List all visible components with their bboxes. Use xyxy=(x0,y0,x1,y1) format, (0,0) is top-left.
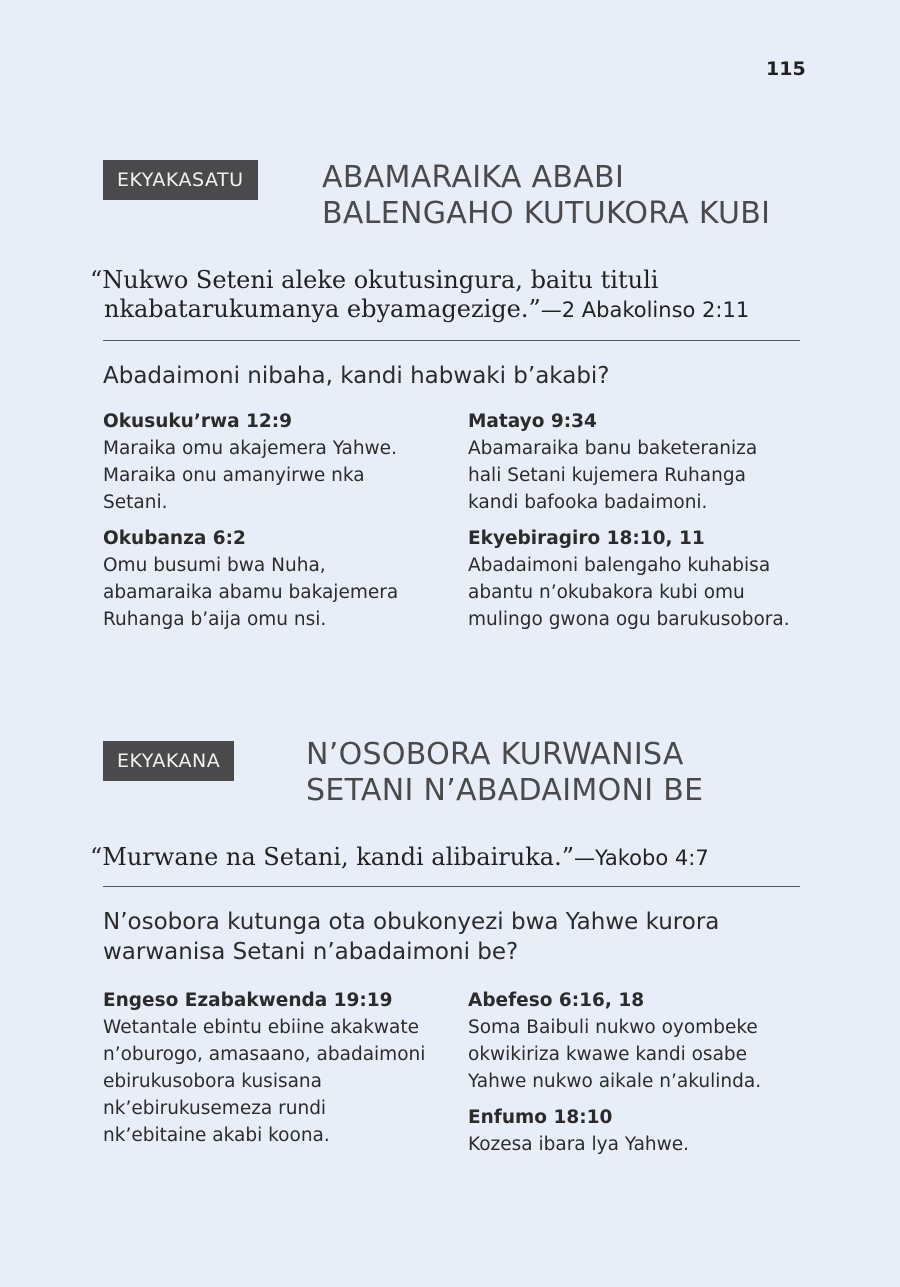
scripture-reference: Okubanza 6:2 xyxy=(103,528,246,549)
title-line: SETANI N’ABADAIMONI BE xyxy=(306,773,704,808)
scripture-reference: Ekyebiragiro 18:10, 11 xyxy=(468,528,705,549)
right-column xyxy=(468,408,808,642)
scripture-summary: Wetantale ebintu ebiine akakwate n’oburogo, amasaano, abadaimoni ebirukusobora kusisana nk’ebirukusemeza rundi nk’ebitaine akabi koona. xyxy=(103,1017,426,1146)
right-column xyxy=(468,987,808,1167)
divider xyxy=(103,886,800,887)
question-line: warwanisa Setani n’abadaimoni be? xyxy=(103,939,519,965)
section-badge: EKYAKANA xyxy=(103,741,234,781)
section-badge: EKYAKASATU xyxy=(103,160,258,200)
scripture-reference: Matayo 9:34 xyxy=(468,411,597,432)
section-question: Abadaimoni nibaha, kandi habwaki b’akabi? xyxy=(103,363,610,389)
title-line: N’OSOBORA KURWANISA xyxy=(306,737,684,772)
scripture-reference: Okusuku’rwa 12:9 xyxy=(103,411,293,432)
scripture-quote xyxy=(90,266,749,325)
scripture-reference: Abefeso 6:16, 18 xyxy=(468,990,645,1011)
scripture-summary: Maraika omu akajemera Yahwe. Maraika onu amanyirwe nka Setani. xyxy=(103,438,397,513)
quote-reference: —2 Abakolinso 2:11 xyxy=(540,298,750,322)
quote-text: “Nukwo Seteni aleke okutusingura, baitu tituli xyxy=(90,266,659,294)
question-line: N’osobora kutunga ota obukonyezi bwa Yahwe kurora xyxy=(103,909,720,935)
section-question xyxy=(103,907,719,967)
section-title xyxy=(306,737,703,809)
left-column xyxy=(103,408,443,642)
section-title xyxy=(322,160,770,232)
scripture-reference: Enfumo 18:10 xyxy=(468,1107,613,1128)
title-line: ABAMARAIKA ABABI xyxy=(322,160,625,195)
scripture-reference: Engeso Ezabakwenda 19:19 xyxy=(103,990,393,1011)
scripture-summary: Abadaimoni balengaho kuhabisa abantu n’okubakora kubi omu mulingo gwona ogu barukusobora. xyxy=(468,555,790,630)
quote-text: nkabatarukumanya ebyamagezige.” xyxy=(104,295,541,323)
quote-reference: —Yakobo 4:7 xyxy=(573,846,709,870)
scripture-summary: Kozesa ibara lya Yahwe. xyxy=(468,1134,690,1155)
scripture-quote xyxy=(90,843,709,873)
scripture-summary: Omu busumi bwa Nuha, abamaraika abamu bakajemera Ruhanga b’aija omu nsi. xyxy=(103,555,399,630)
divider xyxy=(103,340,800,341)
scripture-summary: Soma Baibuli nukwo oyombeke okwikiriza kwawe kandi osabe Yahwe nukwo aikale n’akulinda. xyxy=(468,1017,762,1092)
page-number: 115 xyxy=(766,58,806,80)
quote-text: “Murwane na Setani, kandi alibairuka.” xyxy=(90,843,574,871)
left-column xyxy=(103,987,443,1158)
scripture-summary: Abamaraika banu baketeraniza hali Setani kujemera Ruhanga kandi bafooka badaimoni. xyxy=(468,438,758,513)
title-line: BALENGAHO KUTUKORA KUBI xyxy=(322,196,771,231)
